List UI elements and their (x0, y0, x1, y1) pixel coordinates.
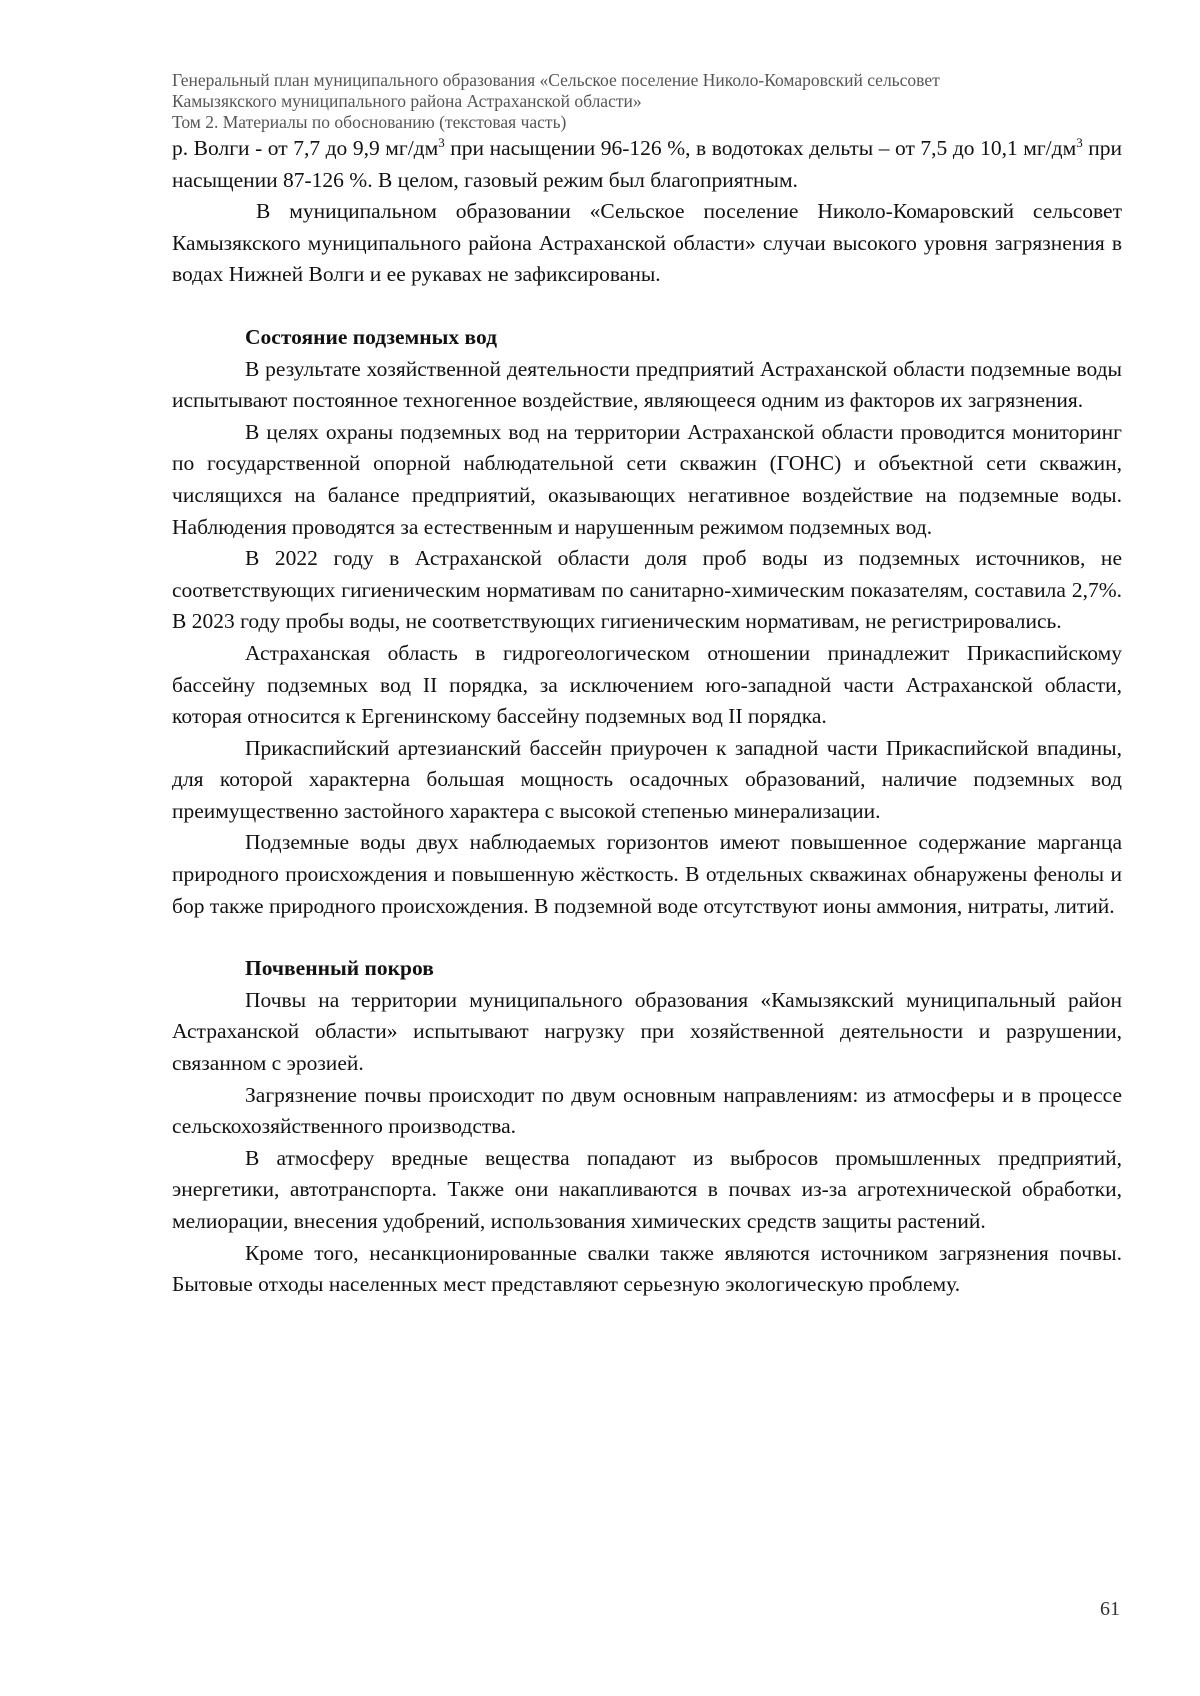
paragraph: В целях охраны подземных вод на территории Астраханской области проводится мониторинг по государственной опорной наблюдательной сети скважин (ГОНС) и объектной сети скважин, числящихся на балансе предприятий, оказывающих негативное воздействие на подземные воды. Наблюдения проводятся за естественным и нарушенным режимом подземных вод. (172, 419, 1122, 539)
text-run: при насыщении 96-126 %, в водотоках дельты – от 7,5 до 10,1 мг/дм (444, 136, 1077, 160)
paragraph: Почвы на территории муниципального образования «Камызякский муниципальный район Астраханской области» испытывают нагрузку при хозяйственной деятельности и разрушении, связанном с эрозией. (172, 987, 1122, 1076)
section-heading-groundwater: Состояние подземных вод (245, 324, 498, 349)
paragraph: Астраханская область в гидрогеологическом отношении принадлежит Прикаспийскому бассейну подземных вод II порядка, за исключением юго-западной части Астраханской области, которая относится к Ергенинскому бассейну подземных вод II порядка. (172, 640, 1122, 729)
text-run: при насыщении 87-126 %. В целом, газовый режим был благоприятным. (172, 136, 1122, 192)
superscript: 3 (1076, 134, 1083, 150)
header-title-line-1: Генеральный план муниципального образования «Сельское поселение Николо-Комаровский сельсовет (172, 70, 940, 90)
header-volume-line: Том 2. Материалы по обоснованию (текстовая часть) (172, 112, 567, 132)
page-number: 61 (1100, 1598, 1120, 1620)
paragraph: В результате хозяйственной деятельности предприятий Астраханской области подземные воды испытывают постоянное техногенное воздействие, являющееся одним из факторов их загрязнения. (172, 356, 1122, 413)
text-run: р. Волги - от 7,7 до 9,9 мг/дм (172, 136, 439, 160)
section-heading-soil: Почвенный покров (245, 956, 434, 981)
superscript: 3 (438, 134, 445, 150)
paragraph: Загрязнение почвы происходит по двум основным направлениям: из атмосферы и в процессе сельскохозяйственного производства. (172, 1082, 1122, 1139)
paragraph: Прикаспийский артезианский бассейн приурочен к западной части Прикаспийской впадины, для которой характерна большая мощность осадочных образований, наличие подземных вод преимущественно застойного характера с высокой степенью минерализации. (172, 735, 1122, 823)
paragraph: В атмосферу вредные вещества попадают из выбросов промышленных предприятий, энергетики, автотранспорта. Также они накапливаются в почвах из-за агротехнической обработки, мелиорации, внесения удобрений, использования химических средств защиты растений. (172, 1145, 1122, 1233)
document-body (172, 133, 1122, 1301)
paragraph: Кроме того, несанкционированные свалки также являются источником загрязнения почвы. Бытовые отходы населенных мест представляют серьезную экологическую проблему. (172, 1240, 1122, 1297)
paragraph: В 2022 году в Астраханской области доля проб воды из подземных источников, не соответствующих гигиеническим нормативам по санитарно-химическим показателям, составила 2,7%. В 2023 году пробы воды, не соответствующих гигиеническим нормативам, не регистрировались. (172, 546, 1122, 634)
paragraph: Подземные воды двух наблюдаемых горизонтов имеют повышенное содержание марганца природного происхождения и повышенную жёсткость. В отдельных скважинах обнаружены фенолы и бор также природного происхождения. В подземной воде отсутствуют ионы аммония, нитраты, литий. (172, 830, 1122, 918)
running-header (172, 70, 1122, 133)
document-page (172, 70, 1122, 1301)
paragraph-pollution-cases: В муниципальном образовании «Сельское поселение Николо-Комаровский сельсовет Камызякского муниципального района Астраханской области» случаи высокого уровня загрязнения в водах Нижней Волги и ее рукавах не зафиксированы. (172, 199, 1122, 287)
paragraph-oxygen-regime (172, 133, 1122, 196)
header-title-line-2: Камызякского муниципального района Астраханской области» (172, 91, 642, 111)
